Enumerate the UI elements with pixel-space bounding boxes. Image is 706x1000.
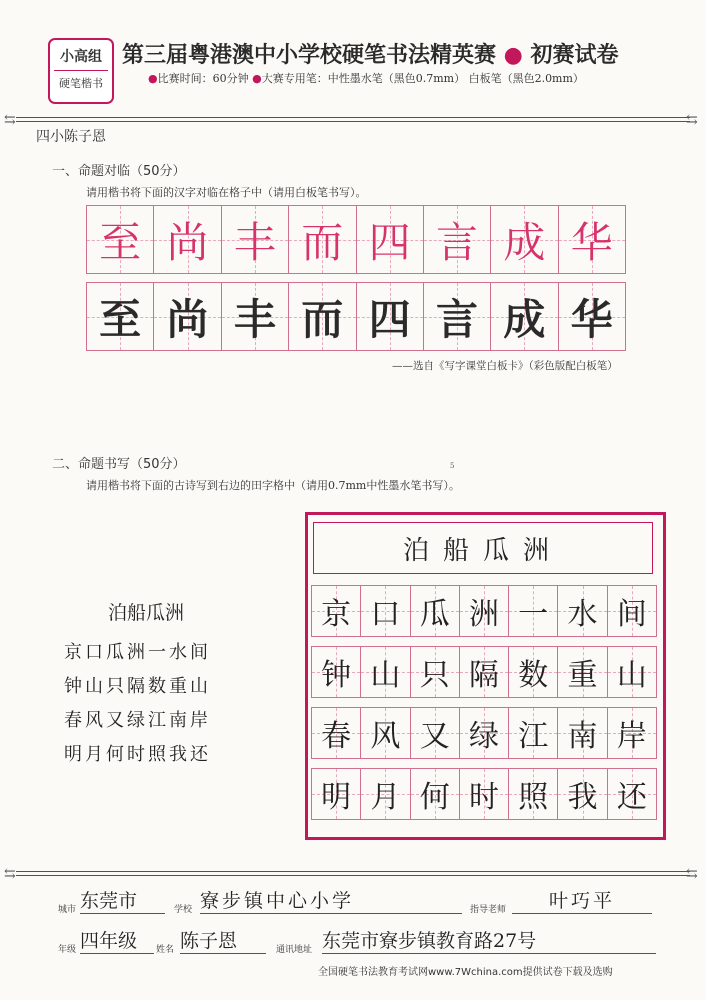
- grid-char: 只: [419, 658, 450, 693]
- divider-rule: [16, 117, 690, 122]
- grid-cell: [509, 647, 558, 697]
- grid-cell: [154, 206, 221, 273]
- grid-cell: [608, 769, 656, 819]
- grid-char: 月: [370, 780, 401, 815]
- grid-cell: [509, 708, 558, 758]
- grid-char: 隔: [468, 658, 499, 693]
- grid-cell: [87, 283, 154, 350]
- grid-cell: [608, 586, 656, 636]
- grid-char: 京: [321, 597, 352, 632]
- grid-cell: [289, 206, 356, 273]
- grid-char: 时: [468, 780, 499, 815]
- written-char-grid: [86, 282, 626, 351]
- grid-cell: [460, 708, 509, 758]
- city-label: 城市: [58, 905, 77, 915]
- citation: ——选自《写字课堂白板卡》（彩色版配白板笔）: [392, 360, 618, 372]
- poem-title: 泊船瓜洲: [108, 602, 185, 624]
- poem-line: 钟山只隔数重山: [64, 676, 211, 697]
- grid-char: 华: [570, 217, 613, 267]
- grid-cell: [312, 708, 361, 758]
- grid-cell: [312, 769, 361, 819]
- badge-category: 硬笔楷书: [59, 77, 103, 90]
- grid-char: 绿: [468, 719, 499, 754]
- grid-cell: [357, 283, 424, 350]
- poem-line: 明月何时照我还: [64, 744, 211, 765]
- answer-row: [311, 646, 657, 698]
- grid-char: 钟: [321, 658, 352, 693]
- grid-cell: [87, 206, 154, 273]
- grid-cell: [424, 206, 491, 273]
- badge-divider: [54, 70, 108, 71]
- exam-pen: 大赛专用笔：中性墨水笔（黑色0.7mm） 白板笔（黑色2.0mm）: [261, 72, 584, 85]
- page-mark: 5: [450, 462, 455, 470]
- title-dot-icon: ●: [496, 43, 531, 68]
- grid-cell: [361, 708, 410, 758]
- answer-title: 泊船瓜洲: [313, 522, 653, 574]
- grid-char: 照: [518, 780, 549, 815]
- swirl-ornament-icon: ⇆: [686, 866, 698, 882]
- grid-char: 尚: [166, 217, 209, 267]
- grid-cell: [491, 206, 558, 273]
- grade-field: 四年级: [80, 926, 154, 954]
- bullet-icon: ●: [252, 72, 262, 85]
- name-field: 陈子恩: [180, 926, 266, 954]
- grid-cell: [558, 769, 607, 819]
- name-label: 姓名: [156, 945, 175, 955]
- address-label: 通讯地址: [276, 945, 313, 955]
- swirl-ornament-icon: ⇆: [4, 112, 16, 128]
- answer-row: [311, 768, 657, 820]
- grid-char: 成: [503, 294, 546, 344]
- grid-char: 言: [436, 217, 479, 267]
- grid-char: 华: [570, 294, 613, 344]
- section2-instruction: 请用楷书将下面的古诗写到右边的田字格中（请用0.7mm中性墨水笔书写）。: [86, 479, 460, 492]
- grade-label: 年级: [58, 945, 77, 955]
- group-badge: [48, 38, 114, 104]
- grid-char: 至: [99, 294, 142, 344]
- grid-char: 洲: [468, 597, 499, 632]
- grid-char: 瓜: [419, 597, 450, 632]
- title-suffix: 初赛试卷: [530, 43, 619, 68]
- grid-char: 岸: [616, 719, 647, 754]
- divider-rule: [16, 871, 690, 876]
- swirl-ornament-icon: ⇆: [4, 866, 16, 882]
- grid-cell: [460, 769, 509, 819]
- grid-cell: [559, 283, 625, 350]
- student-note: 四小陈子恩: [36, 129, 106, 145]
- grid-char: 口: [370, 597, 401, 632]
- teacher-label: 指导老师: [470, 905, 507, 915]
- grid-cell: [411, 647, 460, 697]
- answer-row: [311, 585, 657, 637]
- badge-group: 小高组: [60, 49, 102, 65]
- grid-cell: [460, 586, 509, 636]
- grid-char: 而: [301, 294, 344, 344]
- grid-char: 何: [419, 780, 450, 815]
- exam-time: 比赛时间：60分钟: [157, 72, 249, 85]
- model-char-grid: [86, 205, 626, 274]
- poem-line: 京口瓜洲一水间: [64, 642, 211, 663]
- grid-cell: [558, 708, 607, 758]
- grid-cell: [312, 647, 361, 697]
- grid-cell: [559, 206, 625, 273]
- grid-char: 而: [301, 217, 344, 267]
- title-main: 第三届粤港澳中小学校硬笔书法精英赛: [122, 43, 497, 68]
- grid-cell: [509, 586, 558, 636]
- grid-char: 四: [368, 294, 411, 344]
- grid-char: 丰: [233, 217, 276, 267]
- grid-char: 又: [419, 719, 450, 754]
- grid-cell: [460, 647, 509, 697]
- grid-char: 间: [616, 597, 647, 632]
- grid-cell: [509, 769, 558, 819]
- answer-row: [311, 707, 657, 759]
- footer-note: 全国硬笔书法教育考试网www.7Wchina.com提供试卷下载及选购: [318, 967, 613, 978]
- school-label: 学校: [174, 905, 193, 915]
- grid-char: 风: [370, 719, 401, 754]
- grid-char: 一: [518, 597, 549, 632]
- grid-cell: [491, 283, 558, 350]
- grid-char: 春: [321, 719, 352, 754]
- grid-cell: [608, 708, 656, 758]
- grid-char: 尚: [166, 294, 209, 344]
- grid-cell: [222, 283, 289, 350]
- city-field: 东莞市: [80, 886, 165, 914]
- grid-cell: [424, 283, 491, 350]
- grid-char: 江: [518, 719, 549, 754]
- grid-cell: [361, 647, 410, 697]
- page-title: [122, 38, 619, 69]
- grid-cell: [558, 586, 607, 636]
- grid-char: 水: [567, 597, 598, 632]
- section1-heading: 一、命题对临（50分）: [52, 164, 186, 179]
- poem-line: 春风又绿江南岸: [64, 710, 211, 731]
- grid-cell: [361, 769, 410, 819]
- grid-cell: [608, 647, 656, 697]
- grid-cell: [289, 283, 356, 350]
- grid-char: 山: [616, 658, 647, 693]
- bullet-icon: ●: [148, 72, 158, 85]
- grid-cell: [411, 769, 460, 819]
- grid-char: 成: [503, 217, 546, 267]
- swirl-ornament-icon: ⇆: [686, 112, 698, 128]
- grid-char: 四: [368, 217, 411, 267]
- grid-cell: [411, 586, 460, 636]
- grid-cell: [558, 647, 607, 697]
- grid-cell: [312, 586, 361, 636]
- grid-char: 明: [321, 780, 352, 815]
- grid-char: 至: [99, 217, 142, 267]
- grid-cell: [411, 708, 460, 758]
- school-field: 寮步镇中心小学: [200, 886, 462, 914]
- grid-cell: [222, 206, 289, 273]
- teacher-field: 叶巧平: [512, 886, 652, 914]
- grid-cell: [154, 283, 221, 350]
- grid-char: 山: [370, 658, 401, 693]
- grid-cell: [357, 206, 424, 273]
- address-field: 东莞市寮步镇教育路27号: [322, 926, 656, 954]
- section2-heading: 二、命题书写（50分）: [52, 457, 186, 472]
- grid-char: 言: [436, 294, 479, 344]
- grid-char: 还: [616, 780, 647, 815]
- section1-instruction: 请用楷书将下面的汉字对临在格子中（请用白板笔书写）。: [86, 186, 367, 199]
- grid-char: 数: [518, 658, 549, 693]
- grid-cell: [361, 586, 410, 636]
- grid-char: 南: [567, 719, 598, 754]
- grid-char: 重: [567, 658, 598, 693]
- grid-char: 丰: [233, 294, 276, 344]
- grid-char: 我: [567, 780, 598, 815]
- exam-info: [148, 70, 584, 86]
